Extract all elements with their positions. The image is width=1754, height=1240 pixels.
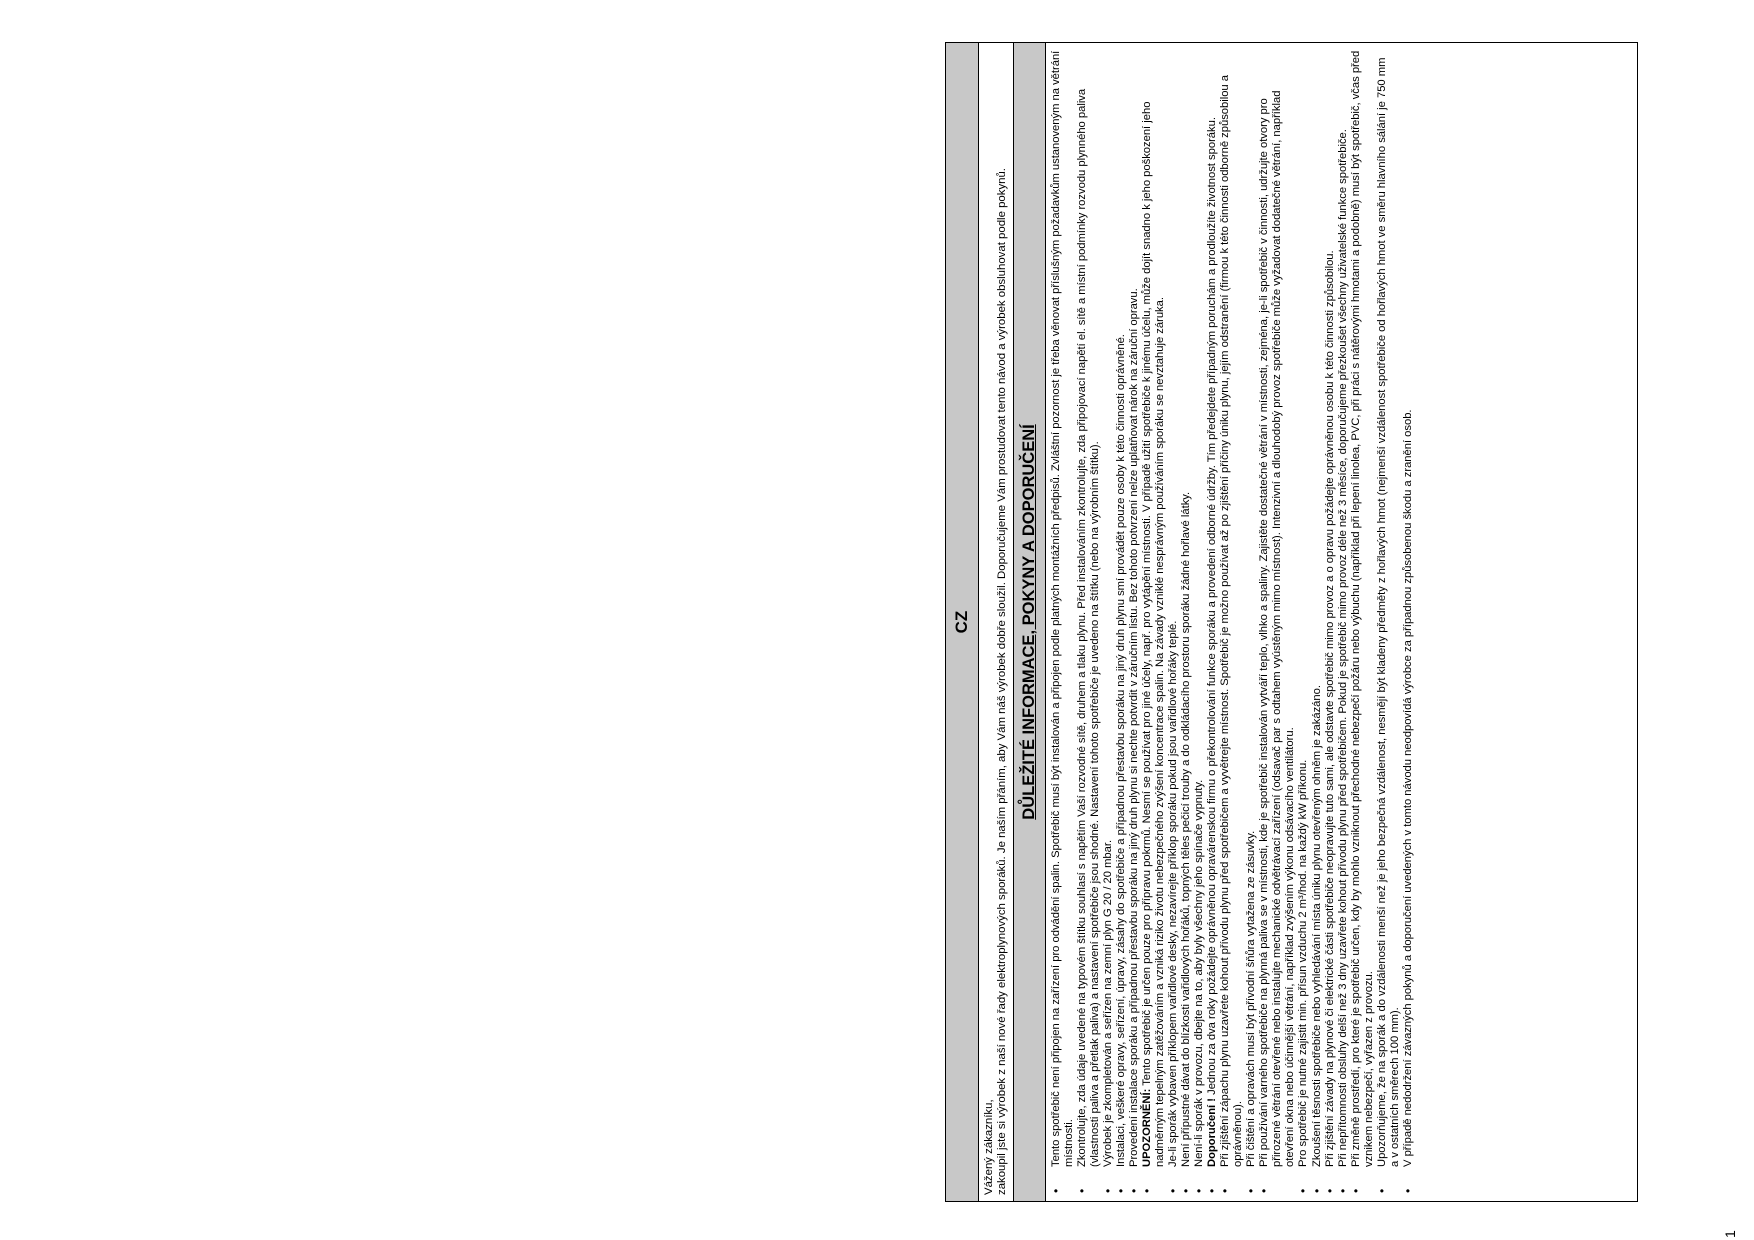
item-text: Zkontrolujte, zda údaje uvedené na typovém štítku souhlasí s napětím Vaší rozvodné sítě, druhem a tlaku plynu. Před instalováním zkontrolujte, zda připojovací napětí el. sítě a místní podmínky rozvodu plynného paliva (vlastnosti paliva a přetlak paliva) a nastavení spotřebiče jsou shodné. Nastavení tohoto spotřebiče je uvedeno na štítku (nebo na výrobním štítku). [1075,88,1101,1167]
document-page [945,42,1638,1202]
item-text: Je-li sporák vybaven příklopem vařidlové desky, nezavírejte příklop sporáku pokud jsou vařidlové hořáky teplé. [1167,620,1180,1167]
list-item [1115,49,1128,1195]
page-number: 1 [1722,1230,1738,1238]
item-text: Tento spotřebič není připojen na zařízení pro odvádění spalin. Spotřebič musí být instalován a připojen podle platných montážních předpisů. Zvláštní pozornost je třeba věnovat příslušným požadavkům ustanoveným na větrání místnosti. [1049,50,1075,1167]
item-text: Při čištění a opravách musí být přívodní šňůra vytažena ze zásuvky. [1245,830,1258,1167]
item-text: Při změně prostředí, pro které je spotřebič určen, kdy by mohlo vzniknout přechodné nebezpečí požáru nebo výbuchu (například při lepení linolea, PVC, při práci s nátěrovými hmotami a podobně) musí být spotřebič, včas před vznikem nebezpečí, vyřazen z provozu. [1349,50,1375,1167]
country-code-header: CZ [946,43,979,1201]
list-item [1206,49,1219,1195]
list-item [1376,49,1402,1195]
list-item [1219,49,1245,1195]
item-text: Instalaci, veškeré opravy, seřízení, úpravy, zásahy do spotřebiče a případnou přestavbu sporáku na jiný druh plynu smí provádět pouze osoby k této činnosti oprávněné. [1114,334,1127,1167]
item-text: Výrobek je zkompletován a seřízen na zemní plyn G 20 / 20 mbar. [1101,839,1114,1167]
item-text: Upozorňujeme, že na sporák a do vzdálenosti menší než je jeho bezpečná vzdálenost, nesmějí být kladeny předměty z hořlavých hmot (nejmenší vzdálenost spotřebiče od hořlavých hmot ve směru hlavního sálání je 750 mm a v ostatních směrech 100 mm). [1375,57,1401,1167]
list-item [1324,49,1337,1195]
intro-text: zakoupil jste si výrobek z naší nové řady elektroplynových sporáků. Je naším přáním, aby Vám náš výrobek dobře sloužil. Doporučujeme Vám prostudovat tento návod a výrobek obsluhovat podle pokynů. [996,168,1009,1195]
list-item [1141,49,1167,1195]
item-text: Při zjištění závady na plynové či elektrické části spotřebiče neopravujte tuto sami, ale odstavte spotřebič mimo provoz a o opravu požádejte oprávněnou osobu k této činnosti způsobilou. [1323,250,1336,1167]
list-item [1402,49,1415,1195]
item-text: Tento spotřebič je určen pouze pro přípravu pokrmů. Nesmí se používat pro jiné účely, např. pro vytápění místnosti. V případě užití spotřebiče k jinému účelu, může dojít snadno k jeho poškození jeho nadměrným tepelným zatěžováním a vzniká riziko životu nebezpečného zvýšení koncentrace spalin. Na závady vzniklé nesprávným používáním sporáku se nevztahuje záruka. [1140,101,1166,1167]
item-text: Při používání varného spotřebiče na plynná paliva se v místnosti, kde je spotřebič instalován vytváří teplo, vlhko a spaliny. Zajistěte dostatečné větrání v místnosti, zejména, je-li spotřebič v činnosti, udržujte otvory pro přirozené větrání otevřené nebo instalujte mechanické odvětrávací zařízení (odsavač par s odtahem vyústěným mimo místnost). Intenzivní a dlouhodobý provoz spotřebiče může vyžadovat dodatečné větrání, například otevření okna nebo účinnější větrání, například zvýšením výkonu odsávacího ventilátoru. [1258,90,1297,1167]
intro-block [979,43,1014,1201]
list-item [1337,49,1350,1195]
greeting: Vážený zákazníku, [983,1099,995,1195]
list-item [1050,49,1076,1195]
list-item [1128,49,1141,1195]
list-item [1102,49,1115,1195]
item-text: Pro spotřebič je nutné zajistit min. přísun vzduchu 2 m³/hod. na každý kW příkonu. [1297,759,1310,1167]
list-item [1245,49,1258,1195]
item-lead: Doporučení ! [1206,1098,1219,1167]
item-lead: UPOZORNĚNÍ: [1140,1088,1153,1167]
item-text: Provedení instalace sporáku a případnou přestavbu sporáku na jiný druh plynu si nechte potvrdit v záručním listu. Bez tohoto potvrzení nelze uplatňovat nárok na záruční opravu. [1127,288,1140,1167]
list-item [1193,49,1206,1195]
instructions-list [1046,43,1415,1201]
list-item [1180,49,1193,1195]
item-text: Při zjištění zápachu plynu uzavřete kohout přívodu plynu před spotřebičem a vyvětrejte místnost. Spotřebič je možno používat až po zjištění příčiny úniku plynu, jejím odstranění (firmou k této činnosti odborně způsobilou a oprávněnou). [1219,75,1245,1167]
list-item [1258,49,1297,1195]
list-item [1350,49,1376,1195]
item-text: V případě nedodržení závazných pokynů a doporučení uvedených v tomto návodu neodpovídá výrobce za případnou způsobenou škodu a zranění osob. [1401,409,1414,1167]
item-text: Není-li sporák v provozu, dbejte na to, aby byly všechny jeho spínače vypnuty. [1193,779,1206,1167]
list-item [1311,49,1324,1195]
item-text: Není přípustné dávat do blízkosti vařidlových hořáků, topných těles pečicí trouby a do odkládacího prostoru sporáku žádné hořlavé látky. [1180,491,1193,1167]
item-text: Zkoušení těsnosti spotřebiče nebo vyhledávání místa úniku plynu otevřeným ohněm je zakázáno. [1310,685,1323,1167]
list-item [1297,49,1310,1195]
list-item [1167,49,1180,1195]
list-item [1076,49,1102,1195]
item-text: Při nepřítomnosti obsluhy delší než 3 dny uzavřete kohout přívodu plynu před spotřebičem. Pokud je spotřebič mimo provoz déle než 3 měsíce, doporučujeme přezkoušet všechny uživatelské funkce spotřebiče. [1336,129,1349,1167]
section-title: DŮLEŽITÉ INFORMACE, POKYNY A DOPORUČENÍ [1014,43,1046,1201]
item-text: Jednou za dva roky požádejte oprávněnou opravárenskou firmu o překontrolování funkce sporáku a provedení odborné údržby. Tím předejdete případným poruchám a prodloužíte životnost sporáku. [1206,117,1219,1098]
